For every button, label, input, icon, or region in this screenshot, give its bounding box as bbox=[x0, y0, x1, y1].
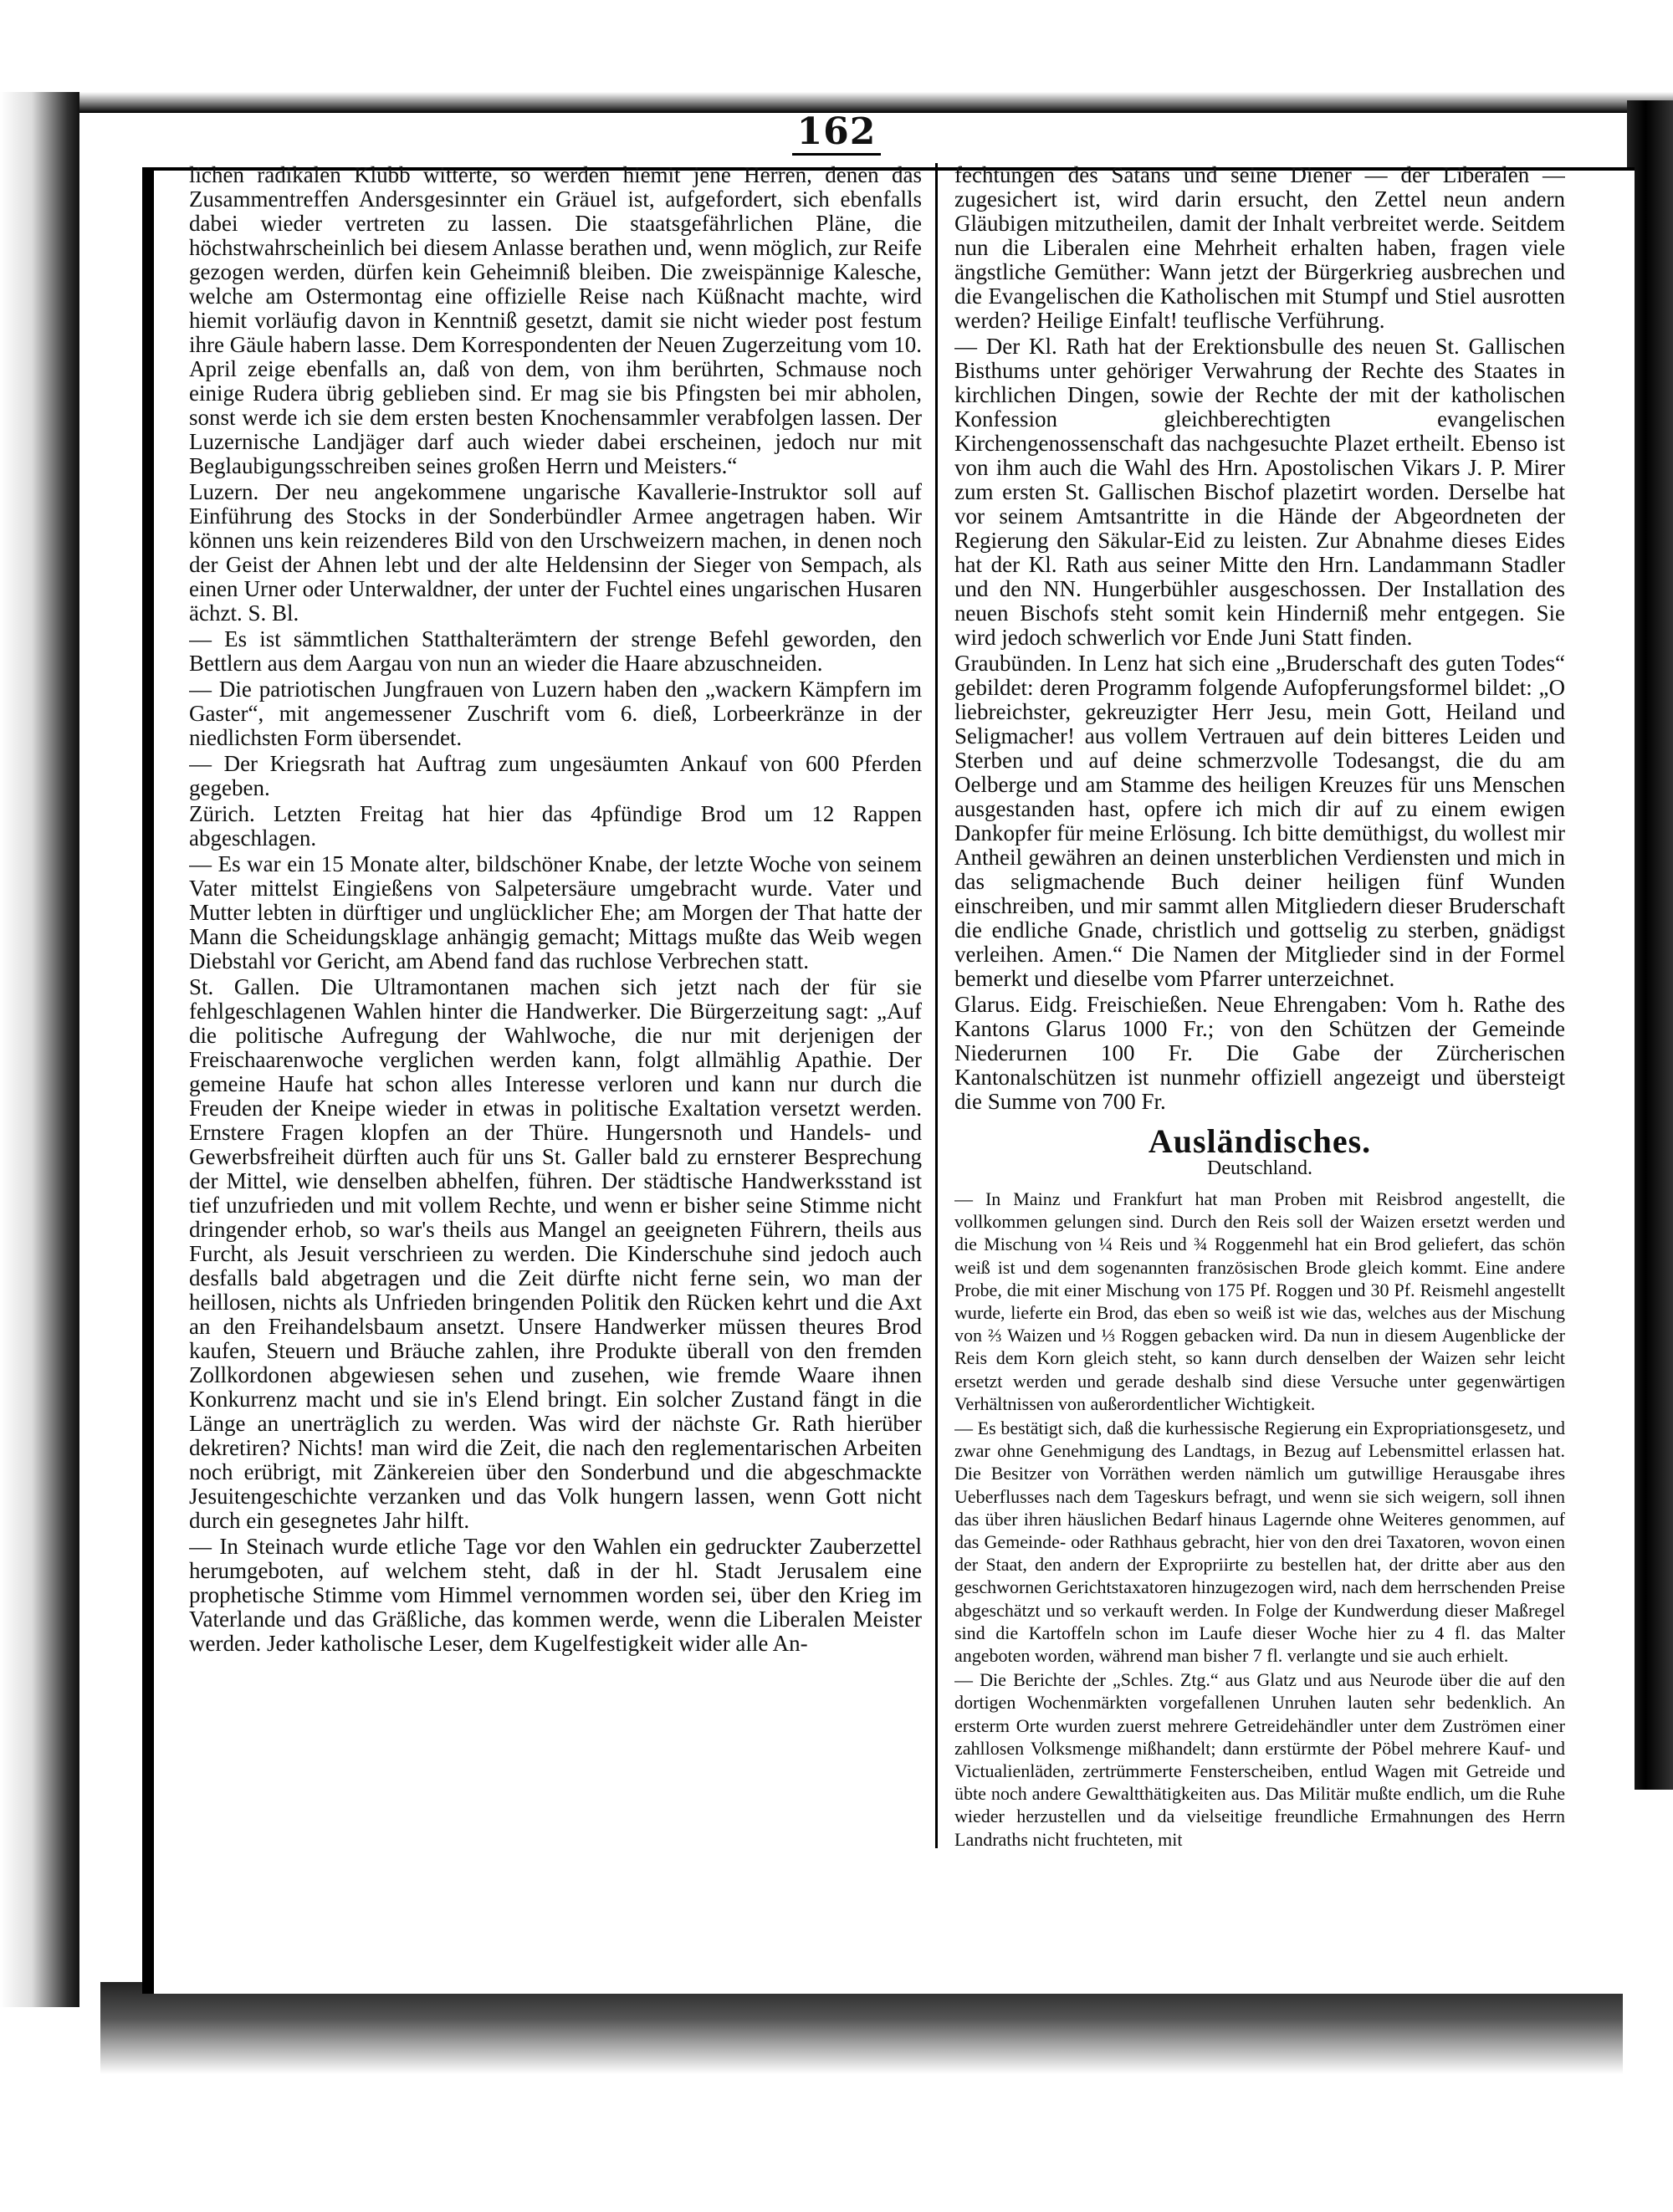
paragraph-kurhessen: — Es bestätigt sich, daß die kurhessische Regierung ein Expropriationsgesetz, und zwar ohne Genehmigung des Landtags, in Bezug auf Lebensmittel erlassen hat. Die Besitzer von Vorräthen werden nämlich um gutwillige Herausgabe ihres Ueberflusses nach dem Tageskurs befragt, und wenn sie sich weigern, soll ihnen das über ihren häuslichen Bedarf hinaus Lagernde ohne Weiteres genommen, auf das Gemeinde- oder Rathhaus gebracht, hier von den drei Taxatoren, wovon einen der Staat, den andern der Expropriirte zu bestellen hat, der dritte aber aus den geschwornen Gerichtstaxatoren hinzugezogen wird, nach dem herrschenden Preise abgeschätzt und so verkauft werden. In Folge der Kundwerdung dieser Maßregel sind die Kartoffeln schon im Laufe dieser Woche hier zu 4 fl. das Malter angeboten worden, während man bisher 7 fl. verlangte und sie auch erhielt. bbox=[954, 1418, 1565, 1667]
paragraph-st-gallen: St. Gallen. Die Ultramontanen machen sich jetzt nach der für sie fehlgeschlagenen Wahlen hinter die Handwerker. Die Bürgerzeitung sagt: „Auf die politische Aufregung der Wahlwoche, die nur mit derjenigen der Freischaarenwoche verglichen werden kann, folgt allmählig Apathie. Der gemeine Haufe hat schon alles Interesse verloren und kann nur durch die Freuden der Kneipe wieder in etwas in politische Exaltation versetzt werden. Ernstere Fragen klopfen an der Thüre. Hungersnoth und Handels- und Gewerbsfreiheit dürften auch für uns St. Galler bald zu ernsterer Besprechung der Mittel, wie denselben abhelfen, führen. Der städtische Handwerksstand ist tief unzufrieden und mit vollem Rechte, und wenn er bisher seine Stimme nicht dringender erhob, so war's theils aus Mangel an geeigneten Führern, theils aus Furcht, als Jesuit verschrieen zu werden. Die Kinderschuhe sind jedoch auch desfalls bald abgetragen und die Zeit dürfte nicht ferne sein, wo man der heillosen, nichts als Unfrieden bringenden Politik den Rücken kehrt und die Axt an den Freihandelsbaum ansetzt. Unsere Handwerker müssen theures Brod kaufen, Steuern und Bräuche zahlen, ihre Produkte überall von den fremden Zollkordonen abgewiesen sehen und zusehen, wie fremde Waare ihnen Konkurrenz macht und sie in's Elend bringt. Ein solcher Zustand fängt in die Länge an unerträglich zu werden. Was wird der nächste Gr. Rath hierüber dekretiren? Nichts! man wird die Zeit, die nach den reglementarischen Arbeiten noch erübrigt, mit Zänkereien über den Sonderbund und die abgeschmackte Jesuitengeschichte verzanken und das Volk hungern lassen, wenn Gott nicht durch ein gesegnetes Jahr hilft. bbox=[189, 974, 922, 1533]
paragraph-glarus: Glarus. Eidg. Freischießen. Neue Ehrengaben: Vom h. Rathe des Kantons Glarus 1000 Fr.; von den Schützen der Gemeinde Niederurnen 100 Fr. Die Gabe der Zürcherischen Kantonalschützen ist nunmehr offiziell angezeigt und übersteigt die Summe von 700 Fr. bbox=[954, 992, 1565, 1114]
paragraph-steinach: — In Steinach wurde etliche Tage vor den Wahlen ein gedruckter Zauberzettel herumgeboten, auf welchem steht, daß in der hl. Stadt Jerusalem eine prophetische Stimme vom Himmel vernommen worden sei, über den Krieg im Vaterlande und das Gräßliche, das kommen werde, wenn die Liberalen Meister werden. Jeder katholische Leser, dem Kugelfestigkeit wider alle An- bbox=[189, 1534, 922, 1656]
column-divider bbox=[935, 163, 938, 1848]
paragraph-schlesien: — Die Berichte der „Schles. Ztg.“ aus Glatz und aus Neurode über die auf den dortigen Wochenmärkten vorgefallenen Unruhen lauten sehr bedenklich. An ersterm Orte wurden zuerst mehrere Getreidehändler unter dem Zuströmen einer zahllosen Volksmenge mißhandelt; dann erstürmte der Pöbel mehrere Kauf- und Victualienläden, zertrümmerte Fensterscheiben, entlud Wagen mit Getreide und übte noch andere Gewaltthätigkeiten aus. Das Militär mußte endlich, um die Ruhe wieder herzustellen und da vielseitige freundliche Ermahnungen des Herrn Landraths nicht fruchteten, mit bbox=[954, 1669, 1565, 1850]
paragraph-anfechtungen: fechtungen des Satans und seine Diener — der Liberalen — zugesichert ist, wird darin ersucht, den Zettel neun andern Gläubigen mitzutheilen, damit der Inhalt verbreitet werde. Seitdem nun die Liberalen eine Mehrheit erhalten haben, fragen viele ängstliche Gemüther: Wann jetzt der Bürgerkrieg ausbrechen und die Evangelischen die Katholischen mit Stumpf und Stiel ausrotten werden? Heilige Einfalt! teuflische Verführung. bbox=[954, 163, 1565, 333]
paragraph-jungfrauen: — Die patriotischen Jungfrauen von Luzern haben den „wackern Kämpfern im Gaster“, mit angemessener Zuschrift vom 6. dieß, Lorbeerkränze in der niedlichsten Form übersendet. bbox=[189, 677, 922, 750]
section-title-auslaendisches: Ausländisches. bbox=[1148, 1122, 1372, 1160]
paragraph-kl-rath: — Der Kl. Rath hat der Erektionsbulle des neuen St. Gallischen Bisthums unter gehöriger Verwahrung der Rechte des Staates in kirchlichen Dingen, sowie der Rechte der mit der katholischen Konfession gleichberechtigten evangelischen Kirchengenossenschaft das nachgesuchte Plazet ertheilt. Ebenso ist von ihm auch die Wahl des Hrn. Apostolischen Vikars J. P. Mirer zum ersten St. Gallischen Bischof plazetirt worden. Derselbe hat vor seinem Amtsantritte in die Hände der Abgeordneten der Regierung den Säkular-Eid zu leisten. Zur Abnahme dieses Eides hat der Kl. Rath aus seiner Mitte den Hrn. Landammann Stadler und den NN. Hungerbühler ausgeschossen. Der Installation des neuen Bischofs steht somit kein Hinderniß mehr entgegen. Sie wird jedoch schwerlich vor Ende Juni Statt finden. bbox=[954, 334, 1565, 650]
paragraph-reisbrod: — In Mainz und Frankfurt hat man Proben mit Reisbrod angestellt, die vollkommen gelungen sind. Durch den Reis soll der Waizen ersetzt werden und die Mischung von ¼ Reis und ¾ Roggenmehl hat ein Brod geliefert, das schön weiß ist und dem sogenannten französischen Brode gleich kommt. Eine andere Probe, die mit einer Mischung von 175 Pf. Roggen und 30 Pf. Reismehl angestellt wurde, lieferte ein Brod, das eben so weiß ist wie das, welches aus der Mischung von ⅔ Waizen und ⅓ Roggen gebacken wird. Da nun in diesem Augenblicke der Reis dem Korn gleich steht, so kann durch denselben der Waizen sehr leicht ersetzt werden und gerade deshalb sind diese Versuche unter gegenwärtigen Verhältnissen von außerordentlicher Wichtigkeit. bbox=[954, 1188, 1565, 1414]
page-number: 162 bbox=[0, 110, 1673, 153]
paragraph-klubb: lichen radikalen Klubb witterte, so werden hiemit jene Herren, denen das Zusammentreffen Andersgesinnter ein Gräuel ist, aufgefordert, sich ebenfalls dabei wieder vertreten zu lassen. Die staatsgefährlichen Pläne, die höchstwahrscheinlich bei diesem Anlasse berathen und, wenn möglich, zur Reife gezogen werden, dürfen kein Geheimniß bleiben. Die zweispännige Kalesche, welche am Ostermontag eine offizielle Reise nach Küßnacht machte, wird hiemit vorläufig davon in Kenntniß gesetzt, damit sie nicht wieder post festum ihre Gäule habern lasse. Dem Korrespondenten der Neuen Zugerzeitung vom 10. April zeige ebenfalls an, daß von dem, von ihm berührten, Schmause noch einige Rudera übrig geblieben sind. Er mag sie bis Pfingsten bei mir abholen, sonst werde ich sie dem ersten besten Knochensammler verabfolgen lassen. Der Luzernische Landjäger darf auch wieder dabei erscheinen, jedoch nur mit Beglaubigungsschreiben seines großen Herrn und Meisters.“ bbox=[189, 163, 922, 478]
right-column bbox=[954, 163, 1565, 1857]
scan-shadow-left bbox=[0, 92, 79, 2007]
scan-shadow-bottom bbox=[100, 1982, 1623, 2074]
subsection-deutschland: Deutschland. bbox=[1207, 1157, 1312, 1179]
paragraph-kriegsrath: — Der Kriegsrath hat Auftrag zum ungesäumten Ankauf von 600 Pferden gegeben. bbox=[189, 751, 922, 800]
paragraph-graubuenden: Graubünden. In Lenz hat sich eine „Bruderschaft des guten Todes“ gebildet: deren Programm folgende Aufopferungsformel bildet: „O liebreichster, gekreuzigter Herr Jesu, mein Gott, Heiland und Seligmacher! aus vollem Vertrauen auf dein bitteres Leiden und Sterben und auf deine schmerzvolle Todesangst, die du am Oelberge und am Stamme des heiligen Kreuzes für uns Menschen ausgestanden hast, opfere ich mich dir auf zu einem ewigen Dankopfer für meine Erlösung. Ich bitte demüthigst, du wollest mir Antheil gewähren an deinen unsterblichen Verdiensten und mich in das seligmachende Buch deiner heiligen fünf Wunden einschreiben, und mir sammt allen Mitgliedern dieser Bruderschaft die endliche Gnade, christlich und gottselig zu sterben, gnädigst verleihen. Amen.“ Die Namen der Mitglieder sind in der Formel bemerkt und dieselbe vom Pfarrer unterzeichnet. bbox=[954, 651, 1565, 991]
left-column bbox=[189, 163, 922, 1844]
paragraph-statthalter: — Es ist sämmtlichen Statthalterämtern der strenge Befehl geworden, den Bettlern aus dem Aargau von nun an wieder die Haare abzuschneiden. bbox=[189, 626, 922, 676]
paragraph-zuerich: Zürich. Letzten Freitag hat hier das 4pfündige Brod um 12 Rappen abgeschlagen. bbox=[189, 801, 922, 851]
paragraph-knabe: — Es war ein 15 Monate alter, bildschöner Knabe, der letzte Woche von seinem Vater mittelst Eingießens von Salpetersäure umgebracht wurde. Vater und Mutter lebten in dürftiger und unglücklicher Ehe; am Morgen der That hatte der Mann die Scheidungsklage anhängig gemacht; Mittags mußte das Weib wegen Diebstahl vor Gericht, am Abend fand das ruchlose Verbrechen statt. bbox=[189, 851, 922, 973]
paragraph-luzern: Luzern. Der neu angekommene ungarische Kavallerie-Instruktor soll auf Einführung des Stocks in der Sonderbündler Armee angetragen haben. Wir können uns kein reizenderes Bild von den Urschweizern machen, in denen noch der Geist der Ahnen lebt und der alte Heldensinn der Sieger von Sempach, als einen Urner oder Unterwaldner, der unter der Fuchtel eines ungarischen Husaren ächzt. S. Bl. bbox=[189, 479, 922, 626]
